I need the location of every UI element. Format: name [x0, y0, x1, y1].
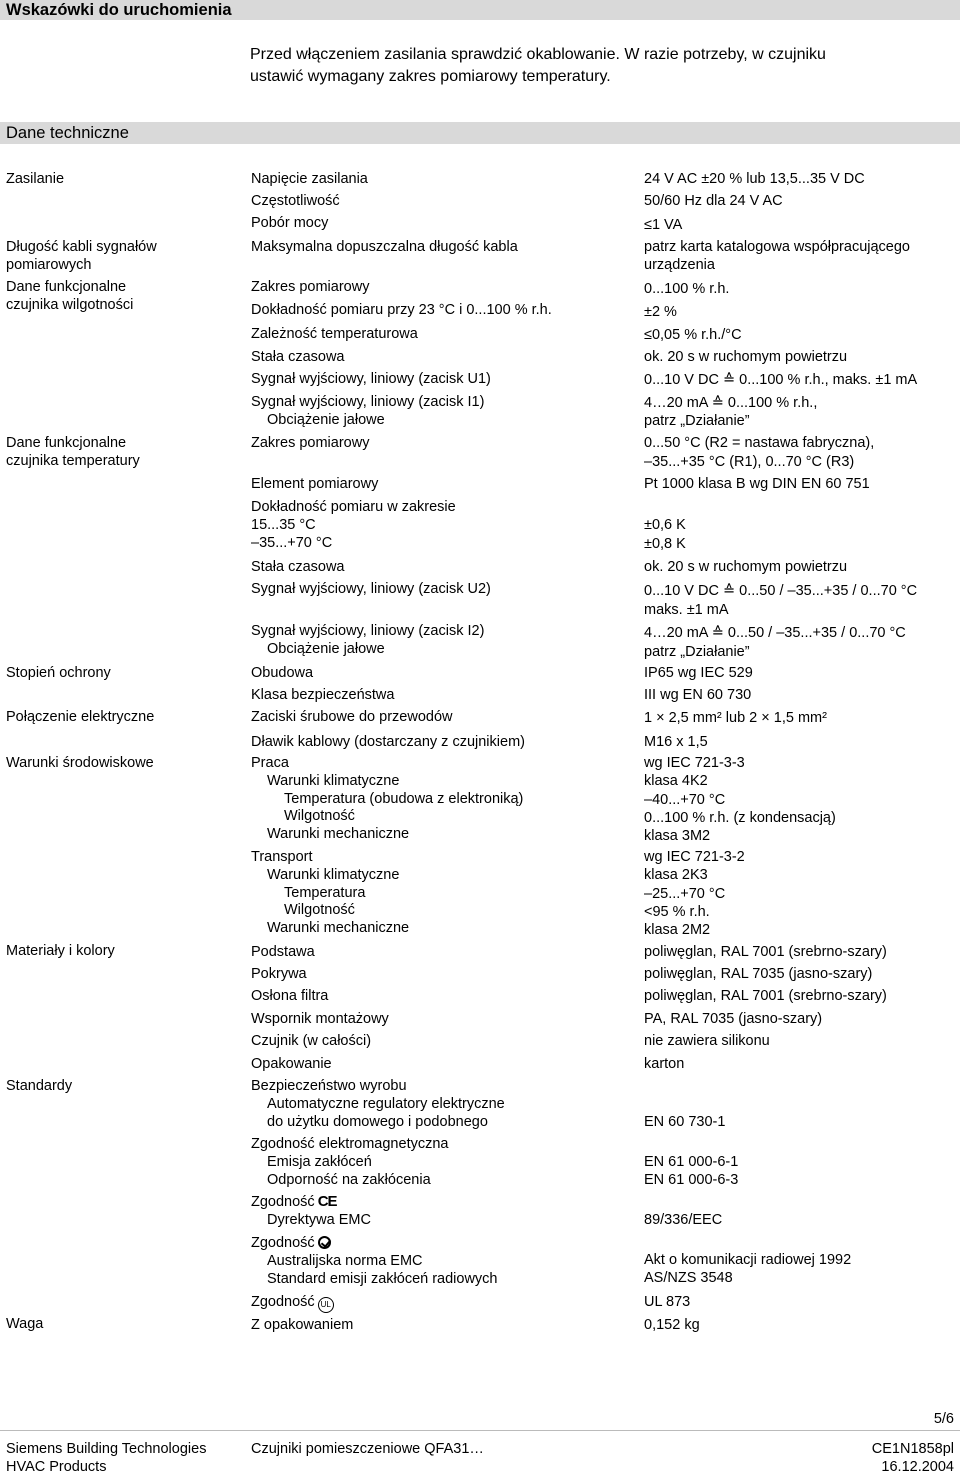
spec-value: 4…20 mA ≙ 0...100 % r.h., — [644, 395, 818, 411]
spec-value: 0,152 kg — [644, 1317, 700, 1333]
section-title: Dane techniczne — [6, 124, 129, 142]
spec-value: ≤0,05 % r.h./°C — [644, 327, 742, 343]
spec-parameter: Automatyczne regulatory elektryczne — [267, 1096, 505, 1112]
spec-parameter: Klasa bezpieczeństwa — [251, 687, 395, 703]
spec-category: Warunki środowiskowe — [6, 755, 154, 771]
spec-value: Pt 1000 klasa B wg DIN EN 60 751 — [644, 476, 870, 492]
spec-parameter: Zgodność elektromagnetyczna — [251, 1136, 449, 1152]
spec-value: 4…20 mA ≙ 0...50 / –35...+35 / 0...70 °C — [644, 625, 906, 641]
spec-parameter: Dokładność pomiaru przy 23 °C i 0...100 % r.h. — [251, 302, 552, 318]
spec-category: Dane funkcjonalne — [6, 279, 127, 295]
spec-parameter: Dyrektywa EMC — [267, 1212, 371, 1228]
spec-value: <95 % r.h. — [644, 904, 710, 920]
spec-parameter: Transport — [251, 849, 313, 865]
spec-value: urządzenia — [644, 257, 715, 273]
spec-parameter: Sygnał wyjściowy, liniowy (zacisk U1) — [251, 371, 491, 387]
ce-conformity-row — [251, 1193, 337, 1211]
spec-value: 50/60 Hz dla 24 V AC — [644, 193, 783, 209]
ul-mark-icon: UL — [318, 1297, 334, 1313]
footer-date: 16.12.2004 — [881, 1459, 954, 1475]
spec-category: Stopień ochrony — [6, 665, 111, 681]
spec-parameter: Podstawa — [251, 944, 315, 960]
c-tick-icon — [318, 1236, 331, 1249]
spec-value: 0...10 V DC ≙ 0...100 % r.h., maks. ±1 mA — [644, 372, 918, 388]
spec-value: UL 873 — [644, 1294, 691, 1310]
spec-value: ok. 20 s w ruchomym powietrzu — [644, 349, 848, 365]
spec-parameter: Element pomiarowy — [251, 476, 379, 492]
spec-category: Materiały i kolory — [6, 943, 115, 959]
spec-value: patrz „Działanie” — [644, 413, 750, 429]
spec-parameter: Z opakowaniem — [251, 1317, 354, 1333]
spec-value: M16 x 1,5 — [644, 734, 708, 750]
ul-label: Zgodność — [251, 1294, 315, 1310]
spec-value: EN 61 000-6-3 — [644, 1172, 739, 1188]
spec-value: klasa 2K3 — [644, 867, 708, 883]
spec-parameter: do użytku domowego i podobnego — [267, 1114, 488, 1130]
spec-parameter: Obciążenie jałowe — [267, 412, 385, 428]
spec-category: Połączenie elektryczne — [6, 709, 155, 725]
spec-parameter: Pobór mocy — [251, 215, 329, 231]
spec-value: EN 61 000-6-1 — [644, 1154, 739, 1170]
spec-value: ok. 20 s w ruchomym powietrzu — [644, 559, 848, 575]
page-title: Wskazówki do uruchomienia — [6, 1, 232, 19]
spec-value: EN 60 730-1 — [644, 1114, 726, 1130]
spec-value: AS/NZS 3548 — [644, 1270, 733, 1286]
header-bar — [0, 0, 960, 20]
spec-value: 0...10 V DC ≙ 0...50 / –35...+35 / 0...70 °C — [644, 583, 918, 599]
spec-value: wg IEC 721-3-2 — [644, 849, 745, 865]
spec-value: patrz „Działanie” — [644, 644, 750, 660]
spec-parameter: Pokrywa — [251, 966, 307, 982]
spec-parameter: Zakres pomiarowy — [251, 279, 370, 295]
spec-value: PA, RAL 7035 (jasno-szary) — [644, 1011, 823, 1027]
ul-conformity-row — [251, 1293, 334, 1312]
spec-parameter: Temperatura (obudowa z elektroniką) — [284, 791, 524, 807]
spec-parameter: Zależność temperaturowa — [251, 326, 418, 342]
spec-category: pomiarowych — [6, 257, 92, 273]
spec-parameter: Sygnał wyjściowy, liniowy (zacisk I2) — [251, 623, 485, 639]
spec-parameter: Odporność na zakłócenia — [267, 1172, 431, 1188]
spec-parameter: Warunki mechaniczne — [267, 920, 410, 936]
spec-value: poliwęglan, RAL 7001 (srebrno-szary) — [644, 988, 887, 1004]
spec-value: nie zawiera silikonu — [644, 1033, 770, 1049]
spec-value: 0...100 % r.h. — [644, 281, 730, 297]
spec-parameter: Praca — [251, 755, 289, 771]
spec-parameter: Częstotliwość — [251, 193, 340, 209]
footer-doc-code: CE1N1858pl — [871, 1441, 954, 1457]
spec-category: Standardy — [6, 1078, 73, 1094]
spec-value: patrz karta katalogowa współpracującego — [644, 239, 910, 255]
spec-value: –25...+70 °C — [644, 886, 726, 902]
spec-parameter: Zakres pomiarowy — [251, 435, 370, 451]
spec-parameter: Obudowa — [251, 665, 314, 681]
spec-parameter: Osłona filtra — [251, 988, 329, 1004]
spec-value: –35...+35 °C (R1), 0...70 °C (R3) — [644, 454, 855, 470]
spec-value: poliwęglan, RAL 7035 (jasno-szary) — [644, 966, 873, 982]
spec-parameter: Australijska norma EMC — [267, 1253, 423, 1269]
spec-parameter: Obciążenie jałowe — [267, 641, 385, 657]
spec-parameter: Wspornik montażowy — [251, 1011, 389, 1027]
spec-category: Waga — [6, 1316, 44, 1332]
spec-value: IP65 wg IEC 529 — [644, 665, 753, 681]
spec-value: ±2 % — [644, 304, 677, 320]
ce-mark-icon: CE — [317, 1193, 337, 1210]
spec-parameter: Sygnał wyjściowy, liniowy (zacisk I1) — [251, 394, 485, 410]
spec-value: poliwęglan, RAL 7001 (srebrno-szary) — [644, 944, 887, 960]
section-header — [0, 122, 960, 144]
spec-category: Zasilanie — [6, 171, 65, 187]
spec-value: karton — [644, 1056, 685, 1072]
spec-value: klasa 4K2 — [644, 773, 708, 789]
spec-parameter: Opakowanie — [251, 1056, 332, 1072]
spec-value: 0...50 °C (R2 = nastawa fabryczna), — [644, 435, 875, 451]
spec-parameter: Dławik kablowy (dostarczany z czujnikiem) — [251, 734, 525, 750]
ce-label: Zgodność — [251, 1194, 315, 1210]
spec-parameter: Stała czasowa — [251, 349, 345, 365]
spec-value: wg IEC 721-3-3 — [644, 755, 745, 771]
spec-value: ≤1 VA — [644, 217, 683, 233]
intro-text — [250, 44, 940, 88]
spec-parameter: 15...35 °C — [251, 517, 316, 533]
spec-parameter: Warunki klimatyczne — [267, 773, 400, 789]
spec-category: czujnika temperatury — [6, 453, 140, 469]
spec-parameter: Napięcie zasilania — [251, 171, 368, 187]
footer-division: HVAC Products — [6, 1459, 107, 1475]
spec-value: 24 V AC ±20 % lub 13,5...35 V DC — [644, 171, 865, 187]
spec-value: 1 × 2,5 mm² lub 2 × 1,5 mm² — [644, 710, 827, 726]
spec-parameter: Maksymalna dopuszczalna długość kabla — [251, 239, 518, 255]
footer-divider — [0, 1430, 960, 1431]
intro-line-1: Przed włączeniem zasilania sprawdzić okablowanie. W razie potrzeby, w czujniku — [250, 46, 826, 63]
footer-product: Czujniki pomieszczeniowe QFA31… — [251, 1441, 484, 1457]
spec-parameter: Wilgotność — [284, 902, 355, 918]
spec-value: Akt o komunikacji radiowej 1992 — [644, 1252, 852, 1268]
ctick-label: Zgodność — [251, 1235, 315, 1251]
spec-value: 89/336/EEC — [644, 1212, 723, 1228]
spec-parameter: Warunki mechaniczne — [267, 826, 410, 842]
spec-value: ±0,6 K — [644, 517, 686, 533]
spec-category: Długość kabli sygnałów — [6, 239, 157, 255]
spec-value: klasa 2M2 — [644, 922, 711, 938]
spec-value: –40...+70 °C — [644, 792, 726, 808]
spec-parameter: Zaciski śrubowe do przewodów — [251, 709, 453, 725]
spec-parameter: Czujnik (w całości) — [251, 1033, 372, 1049]
spec-value: ±0,8 K — [644, 536, 686, 552]
spec-value: maks. ±1 mA — [644, 602, 729, 618]
spec-parameter: –35...+70 °C — [251, 535, 333, 551]
spec-category: Dane funkcjonalne — [6, 435, 127, 451]
spec-parameter: Warunki klimatyczne — [267, 867, 400, 883]
spec-parameter: Sygnał wyjściowy, liniowy (zacisk U2) — [251, 581, 491, 597]
spec-value: klasa 3M2 — [644, 828, 711, 844]
spec-parameter: Temperatura — [284, 885, 366, 901]
spec-parameter: Emisja zakłóceń — [267, 1154, 372, 1170]
spec-parameter: Bezpieczeństwo wyrobu — [251, 1078, 407, 1094]
spec-parameter: Stała czasowa — [251, 559, 345, 575]
spec-value: III wg EN 60 730 — [644, 687, 752, 703]
spec-parameter: Dokładność pomiaru w zakresie — [251, 499, 456, 515]
spec-parameter: Wilgotność — [284, 808, 355, 824]
page-number: 5/6 — [933, 1411, 954, 1427]
spec-parameter: Standard emisji zakłóceń radiowych — [267, 1271, 498, 1287]
intro-line-2: ustawić wymagany zakres pomiarowy temperatury. — [250, 68, 611, 85]
spec-category: czujnika wilgotności — [6, 297, 134, 313]
spec-value: 0...100 % r.h. (z kondensacją) — [644, 810, 836, 826]
ctick-conformity-row — [251, 1234, 331, 1252]
footer-company: Siemens Building Technologies — [6, 1441, 207, 1457]
